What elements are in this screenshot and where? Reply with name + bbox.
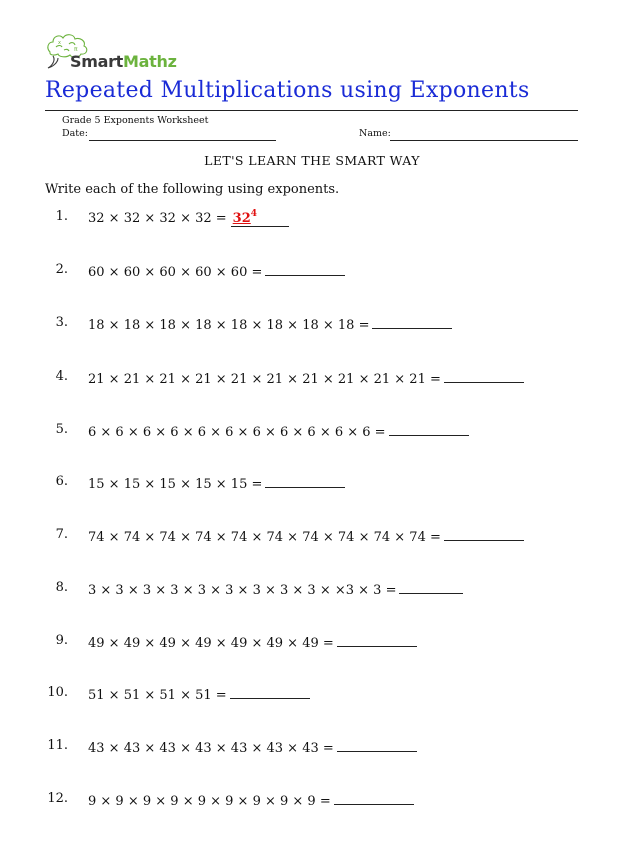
answer-field[interactable] bbox=[337, 633, 417, 647]
answer-base: 32 bbox=[232, 211, 251, 226]
problem-number: 4. bbox=[55, 369, 68, 384]
problem-expression: 18 × 18 × 18 × 18 × 18 × 18 × 18 × 18 = bbox=[88, 315, 452, 333]
answer-field[interactable] bbox=[444, 527, 524, 541]
name-label: Name: bbox=[359, 128, 391, 139]
problem-expression: 51 × 51 × 51 × 51 = bbox=[88, 685, 310, 703]
answer-field[interactable] bbox=[399, 580, 463, 594]
smartmathz-logo bbox=[44, 30, 204, 74]
instruction-text: Write each of the following using exponents. bbox=[45, 182, 340, 197]
problem-number: 10. bbox=[47, 685, 68, 700]
worksheet-label: Grade 5 Exponents Worksheet bbox=[62, 115, 209, 126]
title-divider bbox=[45, 110, 578, 111]
answer-field[interactable] bbox=[389, 422, 469, 436]
problem-expression: 9 × 9 × 9 × 9 × 9 × 9 × 9 × 9 × 9 = bbox=[88, 791, 414, 809]
problem-number: 3. bbox=[55, 315, 68, 330]
date-label: Date: bbox=[62, 128, 88, 139]
tagline: LET'S LEARN THE SMART WAY bbox=[204, 153, 420, 168]
page-title: Repeated Multiplications using Exponents bbox=[45, 78, 530, 103]
svg-text:x: x bbox=[58, 40, 61, 46]
svg-text:π: π bbox=[74, 46, 78, 53]
problem-expression: 3 × 3 × 3 × 3 × 3 × 3 × 3 × 3 × 3 × ×3 × 3 = bbox=[88, 580, 463, 598]
problem-expression: $32 \times 32 \times 32 \times 32 = 32^4$ bbox=[88, 209, 289, 227]
answer-field[interactable] bbox=[265, 262, 345, 276]
answer-field[interactable] bbox=[337, 738, 417, 752]
problem-number: 2. bbox=[55, 262, 68, 277]
problem-number: 8. bbox=[55, 580, 68, 595]
problem-number: 9. bbox=[55, 633, 68, 648]
problem-expression: 6 × 6 × 6 × 6 × 6 × 6 × 6 × 6 × 6 × 6 × 6 = bbox=[88, 422, 469, 440]
name-field-line[interactable] bbox=[390, 140, 578, 141]
problem-expression: 60 × 60 × 60 × 60 × 60 = bbox=[88, 262, 345, 280]
problem-expression: 21 × 21 × 21 × 21 × 21 × 21 × 21 × 21 × 21 × 21 = bbox=[88, 369, 524, 387]
problem-expression: 74 × 74 × 74 × 74 × 74 × 74 × 74 × 74 × 74 × 74 = bbox=[88, 527, 524, 545]
answer-exponent: 4 bbox=[250, 209, 258, 219]
date-field-line[interactable] bbox=[89, 140, 276, 141]
problem-number: 1. bbox=[55, 209, 68, 224]
answer-field[interactable] bbox=[372, 315, 452, 329]
problem-expression: 43 × 43 × 43 × 43 × 43 × 43 × 43 = bbox=[88, 738, 417, 756]
problem-expression: 15 × 15 × 15 × 15 × 15 = bbox=[88, 474, 345, 492]
problem-number: 6. bbox=[55, 474, 68, 489]
problem-number: 12. bbox=[47, 791, 68, 806]
answer-field[interactable] bbox=[444, 369, 524, 383]
logo-smart: Smart bbox=[70, 52, 124, 71]
problem-number: 7. bbox=[55, 527, 68, 542]
problem-number: 11. bbox=[47, 738, 68, 753]
answer-field[interactable] bbox=[265, 474, 345, 488]
answer-field[interactable] bbox=[231, 209, 289, 227]
problem-expression: 49 × 49 × 49 × 49 × 49 × 49 × 49 = bbox=[88, 633, 417, 651]
answer-field[interactable] bbox=[230, 685, 310, 699]
problem-number: 5. bbox=[55, 422, 68, 437]
logo-wordmark bbox=[70, 52, 177, 71]
answer-field[interactable] bbox=[334, 791, 414, 805]
logo-mathz: Mathz bbox=[123, 52, 177, 71]
